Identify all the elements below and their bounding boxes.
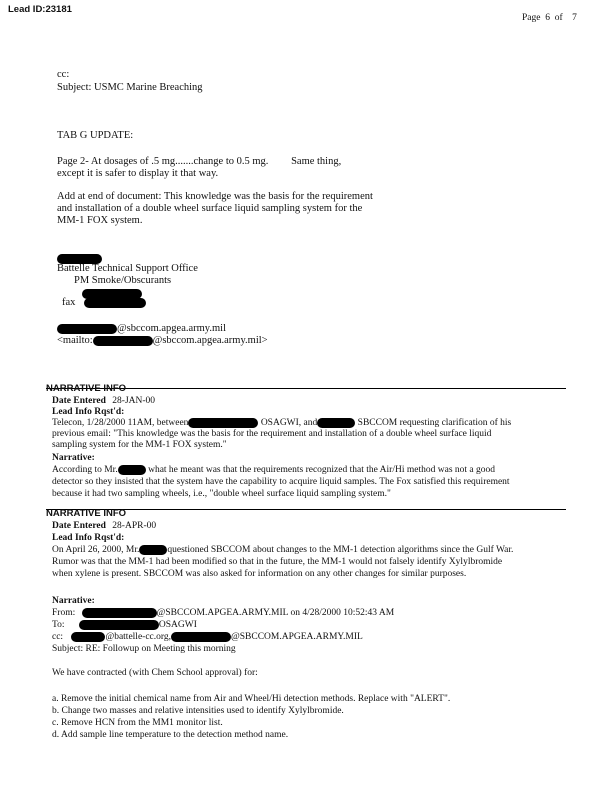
redacted-person-1 [188,418,258,428]
lead-text-a: Telecon, 1/28/2000 11AM, between [52,418,189,429]
contract-line: We have contracted (with Chem School approval) for: [52,668,258,678]
lead2-text-a: On April 26, 2000, Mr. [52,545,140,556]
of-label: of [554,13,563,23]
page2-line [57,156,341,168]
redacted-to [79,620,159,630]
lead2-text-b: questioned SBCCOM about changes to the MM-1 detection algorithms since the Gulf War. [167,545,514,556]
subject-line-2: Subject: RE: Followup on Meeting this morning [52,644,236,654]
list-item: b. Change two masses and relative intensities used to identify Xylylbromide. [52,706,344,716]
date-entered-2 [52,521,156,532]
same-thing-text: Same thing, [291,156,342,167]
lead-label-1: Lead Info Rqst'd: [52,407,125,417]
redacted-email-user [57,324,117,334]
narr-line-2: detector so they insisted that the system have the capability to acquire liquid samples. The Fox satisfied this requirement [52,477,510,487]
email-domain: @sbccom.apgea.army.mil [117,323,226,334]
mailto-domain: @sbccom.apgea.army.mil> [152,335,268,346]
redacted-cc-1 [71,632,105,642]
cc-line: cc: [57,69,70,80]
page2-line-2: except it is safer to display it that way. [57,168,219,179]
date-entered-1 [52,396,155,407]
to-label: To: [52,620,65,631]
from-line [52,608,394,619]
tab-g-update: TAB G UPDATE: [57,130,134,141]
date-value-1: 28-JAN-00 [112,396,156,406]
redacted-from [82,608,157,618]
page-total: 7 [572,13,577,23]
redacted-mailto-user [93,336,153,346]
page2-text: Page 2- At dosages of .5 mg.......change to 0.5 mg. [57,156,269,167]
redacted-cc-2 [171,632,231,642]
subject-line: Subject: USMC Marine Breaching [57,82,203,93]
add-line-3: MM-1 FOX system. [57,215,143,226]
narrative-title-1: NARRATIVE INFO [46,383,127,394]
mailto-label: <mailto: [57,335,93,346]
add-line-1: Add at end of document: This knowledge was the basis for the requirement [57,191,373,202]
email-line [57,323,226,335]
lead-line-3: sampling system for the MM-1 FOX system." [52,440,227,450]
cc-address-2: @SBCCOM.APGEA.ARMY.MIL [231,632,363,643]
lead2-line-2: Rumor was that the MM-1 had been modified so that in the future, the MM-1 would not falsely identify Xylylbromide [52,557,503,567]
narr-line-3: because it had two sampling wheels, i.e., "double wheel surface liquid sampling system." [52,489,391,499]
lead2-line-3: when xylene is present. SBCCOM was also asked for information on any other changes for similar purposes. [52,569,467,579]
org-line: Battelle Technical Support Office [57,263,198,274]
page-label: Page [522,13,541,23]
page-number: 6 [545,13,550,23]
dept-line: PM Smoke/Obscurants [74,275,172,286]
list-item: d. Add sample line temperature to the detection method name. [52,730,289,740]
fax-line [62,297,146,309]
from-label: From: [52,608,76,619]
date-value-2: 28-APR-00 [112,521,157,531]
redacted-person-2 [317,418,355,428]
add-line-2: and installation of a double wheel surface liquid sampling system for the [57,203,363,214]
fax-label: fax [62,297,76,308]
narrative-label-2: Narrative: [52,596,95,606]
lead-id: Lead ID:23181 [8,4,72,15]
narr-text-a: According to Mr. [52,465,118,476]
to-line [52,620,197,631]
cc-label: cc: [52,632,64,643]
date-label-2: Date Entered [52,521,106,531]
narrative-title-2: NARRATIVE INFO [46,508,127,519]
redacted-person-4 [139,545,167,555]
list-item: a. Remove the initial chemical name from Air and Wheel/Hi detection methods. Replace with "ALERT". [52,694,451,704]
narr-line-1 [52,465,495,476]
lead-line-2: previous email: "This knowledge was the basis for the requirement and installation of a double wheel surface liquid [52,429,492,439]
page-indicator [522,13,577,24]
cc-line-2 [52,632,363,643]
lead-line-1 [52,418,511,429]
redacted-fax [84,298,146,308]
lead-text-b: OSAGWI, and [260,418,318,429]
narr-text-b: what he meant was that the requirements recognized that the Air/Hi method was not a good [148,465,495,476]
cc-address-1: @battelle-cc.org, [105,632,171,643]
redacted-person-3 [118,465,146,475]
mailto-line [57,335,268,347]
from-address: @SBCCOM.APGEA.ARMY.MIL on 4/28/2000 10:52:43 AM [156,608,395,619]
lead-label-2: Lead Info Rqst'd: [52,533,125,543]
narrative-label-1: Narrative: [52,453,95,463]
date-label-1: Date Entered [52,396,106,406]
list-item: c. Remove HCN from the MM1 monitor list. [52,718,223,728]
lead2-line-1 [52,545,513,556]
to-address: OSAGWI [158,620,197,631]
lead-text-c: SBCCOM requesting clarification of his [357,418,512,429]
